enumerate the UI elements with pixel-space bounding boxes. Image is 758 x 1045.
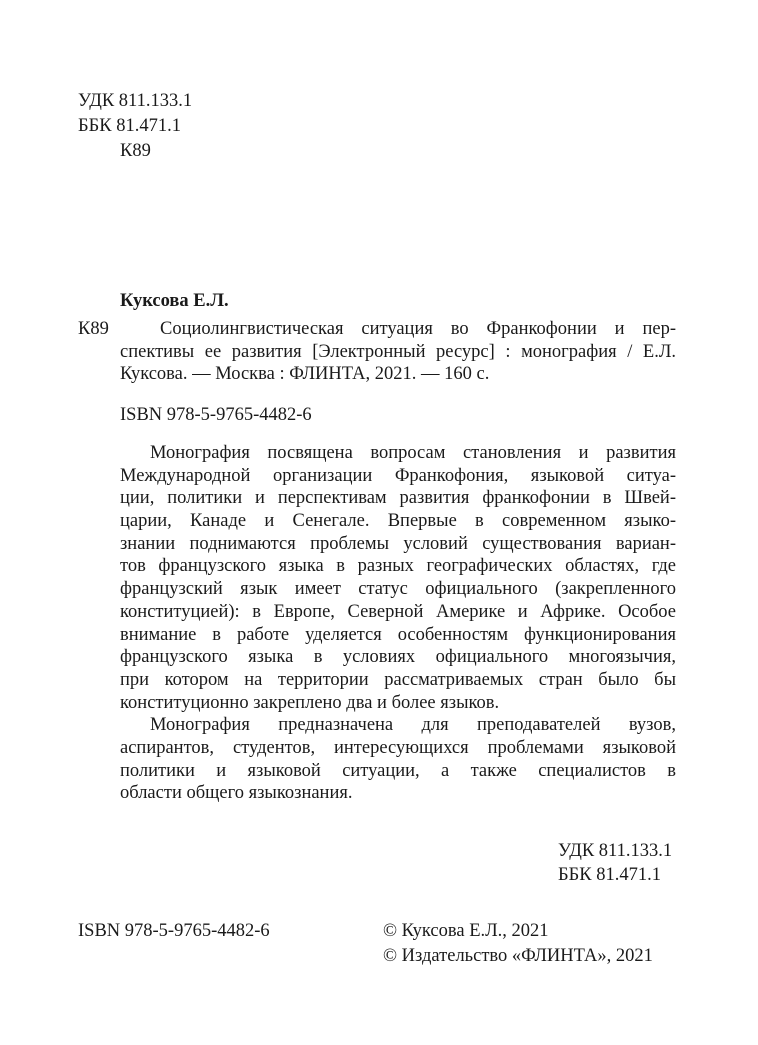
annotation-line: тов французского языка в разных географических областях, где [120, 556, 676, 577]
bibliographic-author-sign: К89 [78, 319, 109, 339]
annotation-line: Международной организации Франкофония, языковой ситуа- [120, 465, 676, 486]
bibliographic-line: Куксова. — Москва : ФЛИНТА, 2021. — 160 с. [120, 364, 490, 384]
annotation-line: конституционно закреплено два и более языков. [120, 692, 500, 713]
annotation-line: аспирантов, студентов, интересующихся проблемами языковой [120, 737, 676, 758]
annotation-line: знании поднимаются проблемы условий существования вариан- [120, 533, 676, 554]
annotation-line: конституцией): в Европе, Северной Америке и Африке. Особое [120, 601, 676, 622]
bibliographic-line: Социолингвистическая ситуация во Франкофонии и пер- [160, 319, 676, 339]
annotation-line: области общего языкознания. [120, 783, 353, 804]
annotation-line: при котором на территории рассматриваемых стран было бы [120, 669, 676, 690]
copyright-author: © Куксова Е.Л., 2021 [383, 921, 549, 941]
annotation-line: Монография посвящена вопросам становления и развития [150, 443, 676, 463]
footer-udk-code: УДК 811.133.1 [558, 841, 673, 861]
annotation-line: внимание в работе уделяется особенностям функционирования [120, 624, 676, 645]
author-heading: Куксова Е.Л. [120, 291, 229, 311]
footer-bbk-code: ББК 81.471.1 [558, 865, 661, 885]
isbn-line: ISBN 978-5-9765-4482-6 [120, 405, 312, 425]
udk-code: УДК 811.133.1 [78, 91, 193, 111]
bbk-code: ББК 81.471.1 [78, 116, 181, 136]
annotation-line: царии, Канаде и Сенегале. Впервые в современном языко- [120, 511, 676, 532]
bibliographic-description [120, 318, 676, 386]
annotation [120, 442, 676, 805]
annotation-line: ции, политики и перспективам развития франкофонии в Швей- [120, 488, 676, 509]
copyright-publisher: © Издательство «ФЛИНТА», 2021 [383, 946, 653, 966]
bibliographic-line: спективы ее развития [Электронный ресурс] : монография / Е.Л. [120, 341, 676, 362]
annotation-line: французский язык имеет статус официального (закрепленного [120, 579, 676, 600]
annotation-line: французского языка в условиях официального многоязычия, [120, 647, 676, 668]
footer-isbn: ISBN 978-5-9765-4482-6 [78, 921, 270, 941]
author-sign-code: К89 [120, 141, 151, 161]
annotation-line: политики и языковой ситуации, а также специалистов в [120, 760, 676, 781]
annotation-line: Монография предназначена для преподавателей вузов, [150, 715, 676, 736]
